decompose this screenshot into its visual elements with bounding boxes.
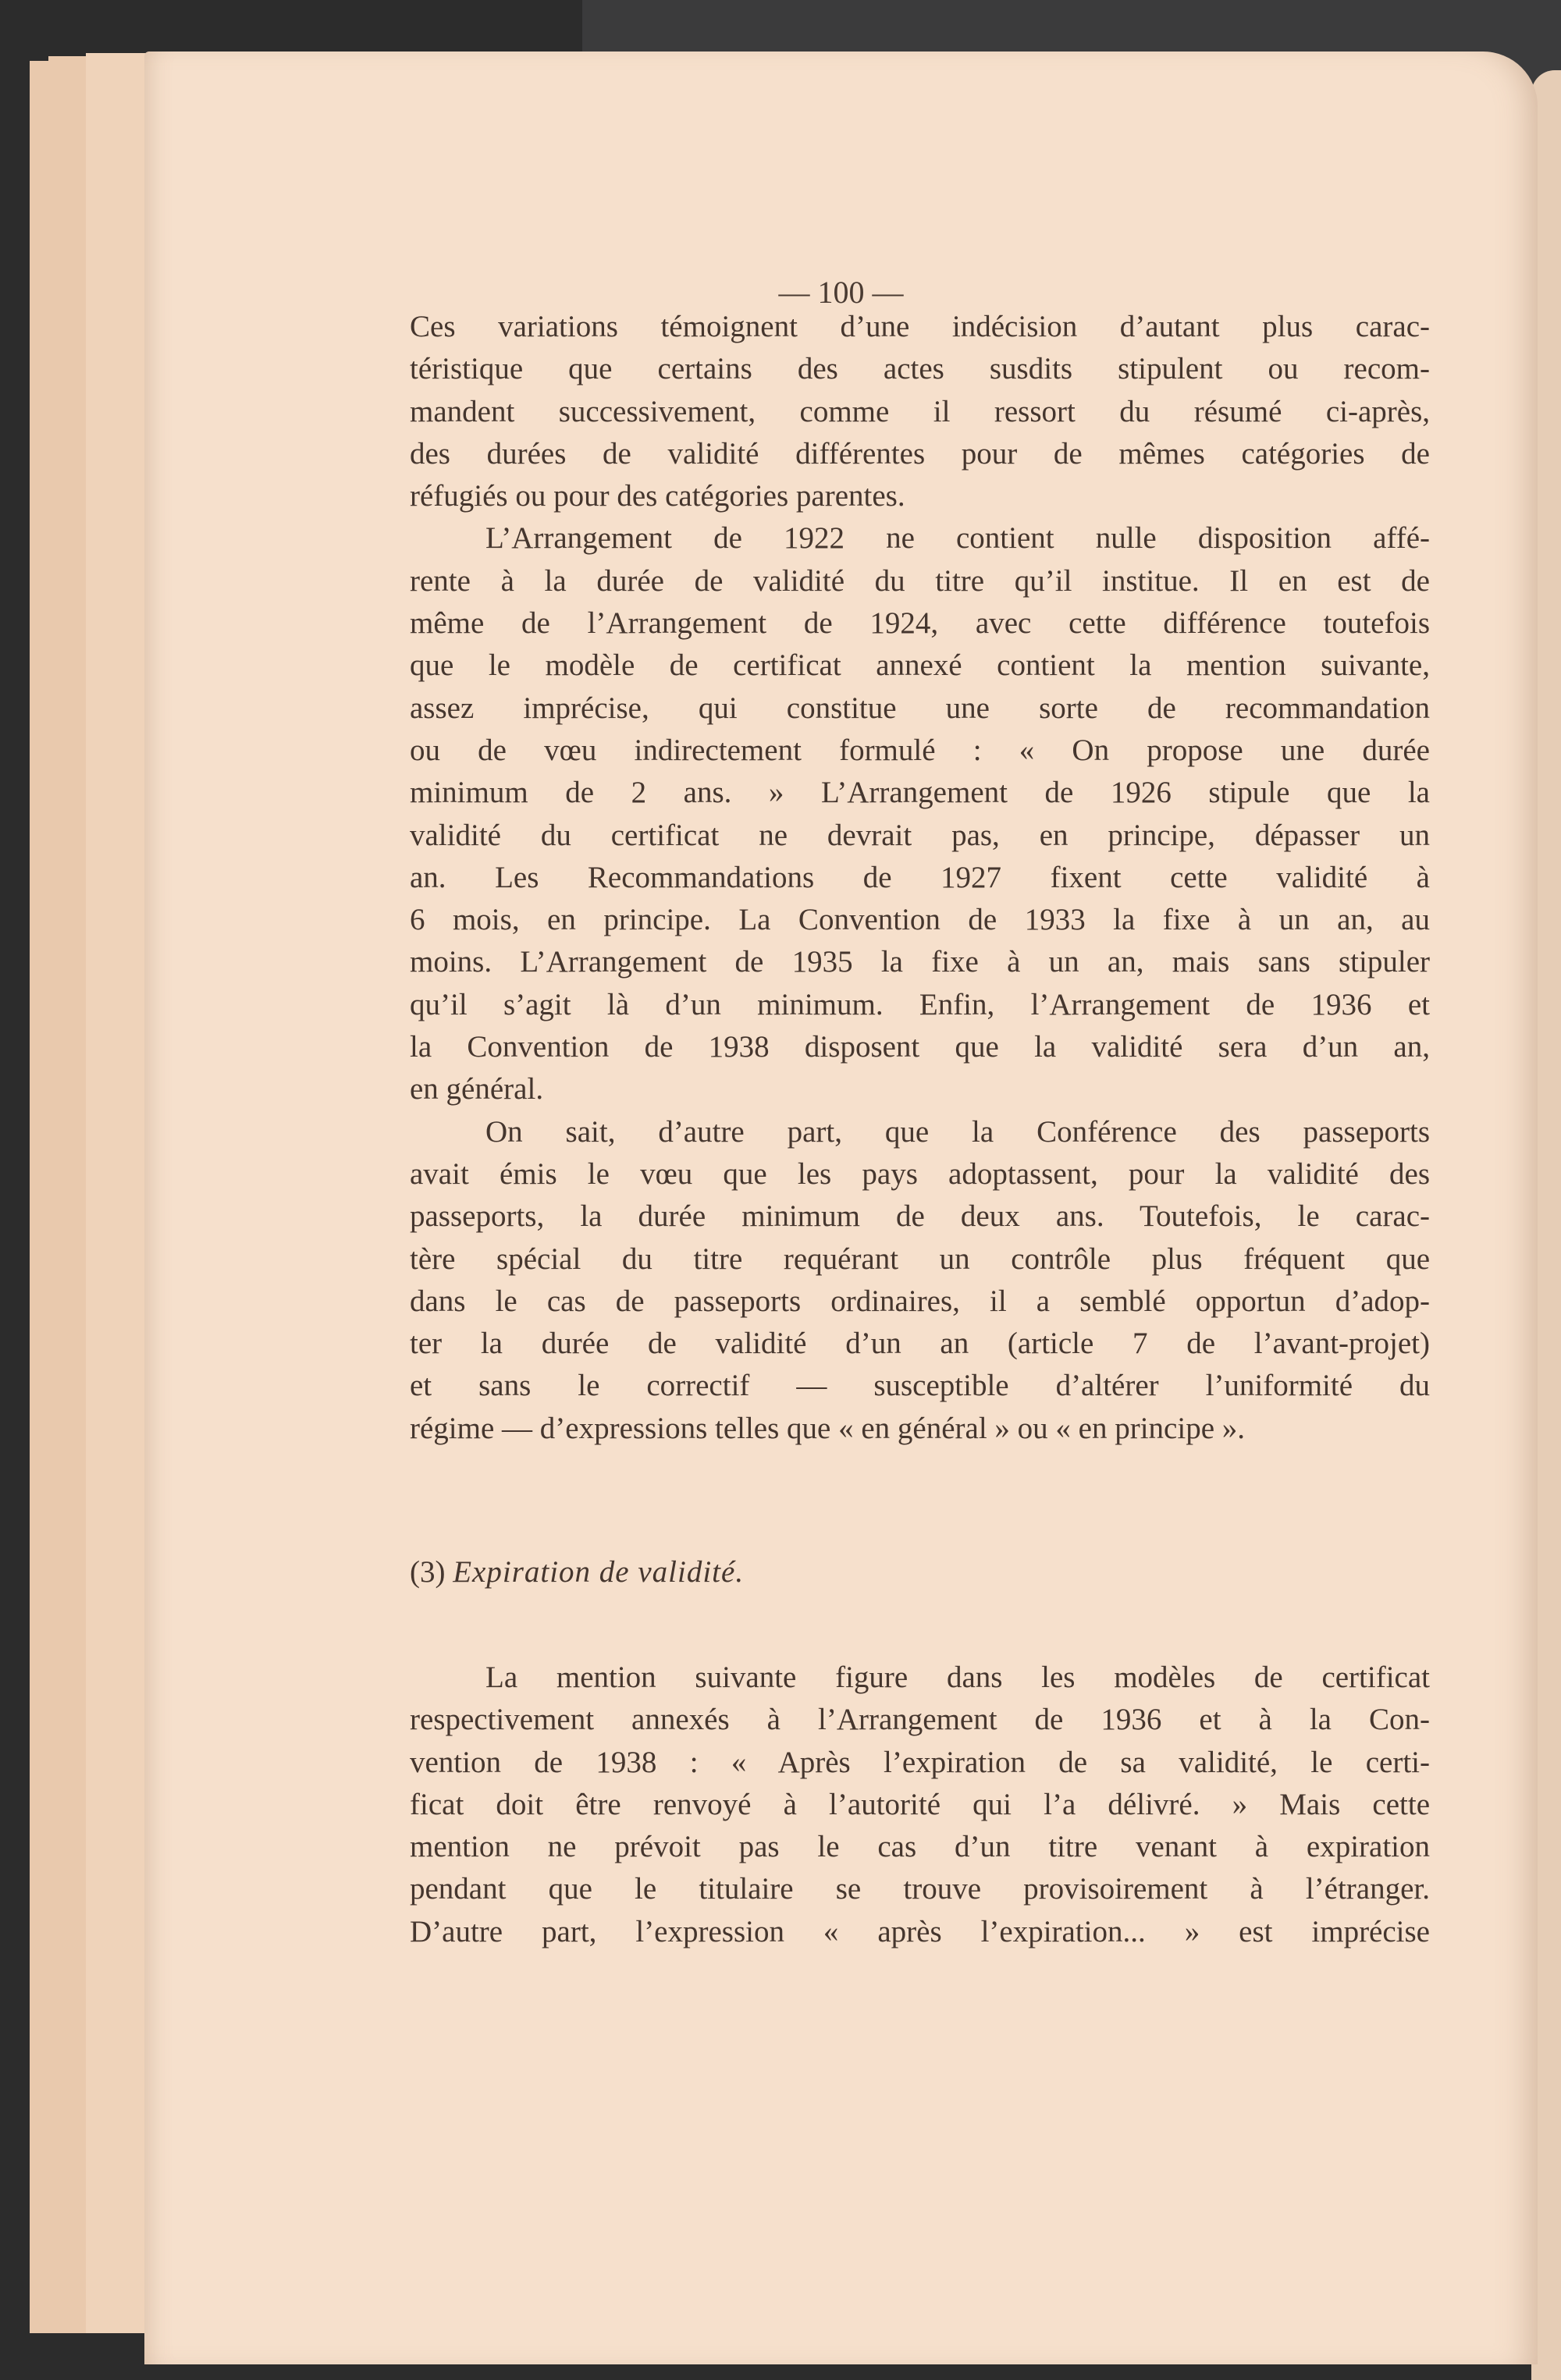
text-line: D’autre part, l’expression « après l’expiration... » est imprécise [410,1914,1430,1948]
text-line: mandent successivement, comme il ressort du résumé ci-après, [410,394,1430,428]
body-text-section-a [410,306,1430,1450]
text-line: an. Les Recommandations de 1927 fixent cette validité à [410,860,1430,894]
section-title: Expiration de validité. [453,1555,745,1589]
text-line: moins. L’Arrangement de 1935 la fixe à un an, mais sans stipuler [410,945,1430,979]
text-line: respectivement annexés à l’Arrangement de 1936 et à la Con- [410,1703,1430,1737]
text-line: ou de vœu indirectement formulé : « On propose une durée [410,733,1430,767]
text-line: ter la durée de validité d’un an (article 7 de l’avant-projet) [410,1327,1430,1361]
section-number: (3) [410,1555,446,1589]
text-line: réfugiés ou pour des catégories parentes. [410,479,905,513]
text-line: validité du certificat ne devrait pas, en principe, dépasser un [410,818,1430,852]
text-line: minimum de 2 ans. » L’Arrangement de 1926 stipule que la [410,776,1430,810]
body-text-section-b [410,1657,1430,1953]
text-line: pendant que le titulaire se trouve provisoirement à l’étranger. [410,1872,1430,1906]
text-line: régime — d’expressions telles que « en général » ou « en principe ». [410,1411,1246,1445]
text-line: ficat doit être renvoyé à l’autorité qui l’a délivré. » Mais cette [410,1787,1430,1821]
text-line: téristique que certains des actes susdits stipulent ou recom- [410,352,1430,386]
text-line: des durées de validité différentes pour de mêmes catégories de [410,436,1430,471]
text-line: vention de 1938 : « Après l’expiration de sa validité, le certi- [410,1745,1430,1779]
text-line: même de l’Arrangement de 1924, avec cette différence toutefois [410,606,1430,641]
text-line: que le modèle de certificat annexé contient la mention suivante, [410,648,1430,683]
text-line: et sans le correctif — susceptible d’altérer l’uniformité du [410,1369,1430,1403]
page-number: — 100 — [778,275,904,310]
text-line: Ces variations témoignent d’une indécision d’autant plus carac- [410,310,1430,343]
text-line: tère spécial du titre requérant un contrôle plus fréquent que [410,1242,1430,1276]
text-line: La mention suivante figure dans les modèles de certificat [485,1661,1430,1694]
text-line: la Convention de 1938 disposent que la validité sera d’un an, [410,1030,1430,1064]
text-line: L’Arrangement de 1922 ne contient nulle disposition affé- [485,521,1430,556]
text-line: rente à la durée de validité du titre qu’il institue. Il en est de [410,563,1430,598]
text-line: 6 mois, en principe. La Convention de 1933 la fixe à un an, au [410,903,1430,937]
text-line: passeports, la durée minimum de deux ans. Toutefois, le carac- [410,1199,1430,1234]
text-line: assez imprécise, qui constitue une sorte de recommandation [410,691,1430,725]
page-stack-edge [86,53,150,2333]
section-heading [410,1551,744,1593]
text-line: mention ne prévoit pas le cas d’un titre venant à expiration [410,1830,1430,1864]
text-line: en général. [410,1072,544,1107]
text-line: qu’il s’agit là d’un minimum. Enfin, l’Arrangement de 1936 et [410,987,1430,1021]
text-line: On sait, d’autre part, que la Conférence des passeports [485,1114,1430,1149]
text-line: avait émis le vœu que les pays adoptassent, pour la validité des [410,1156,1430,1191]
text-line: dans le cas de passeports ordinaires, il a semblé opportun d’adop- [410,1284,1430,1318]
